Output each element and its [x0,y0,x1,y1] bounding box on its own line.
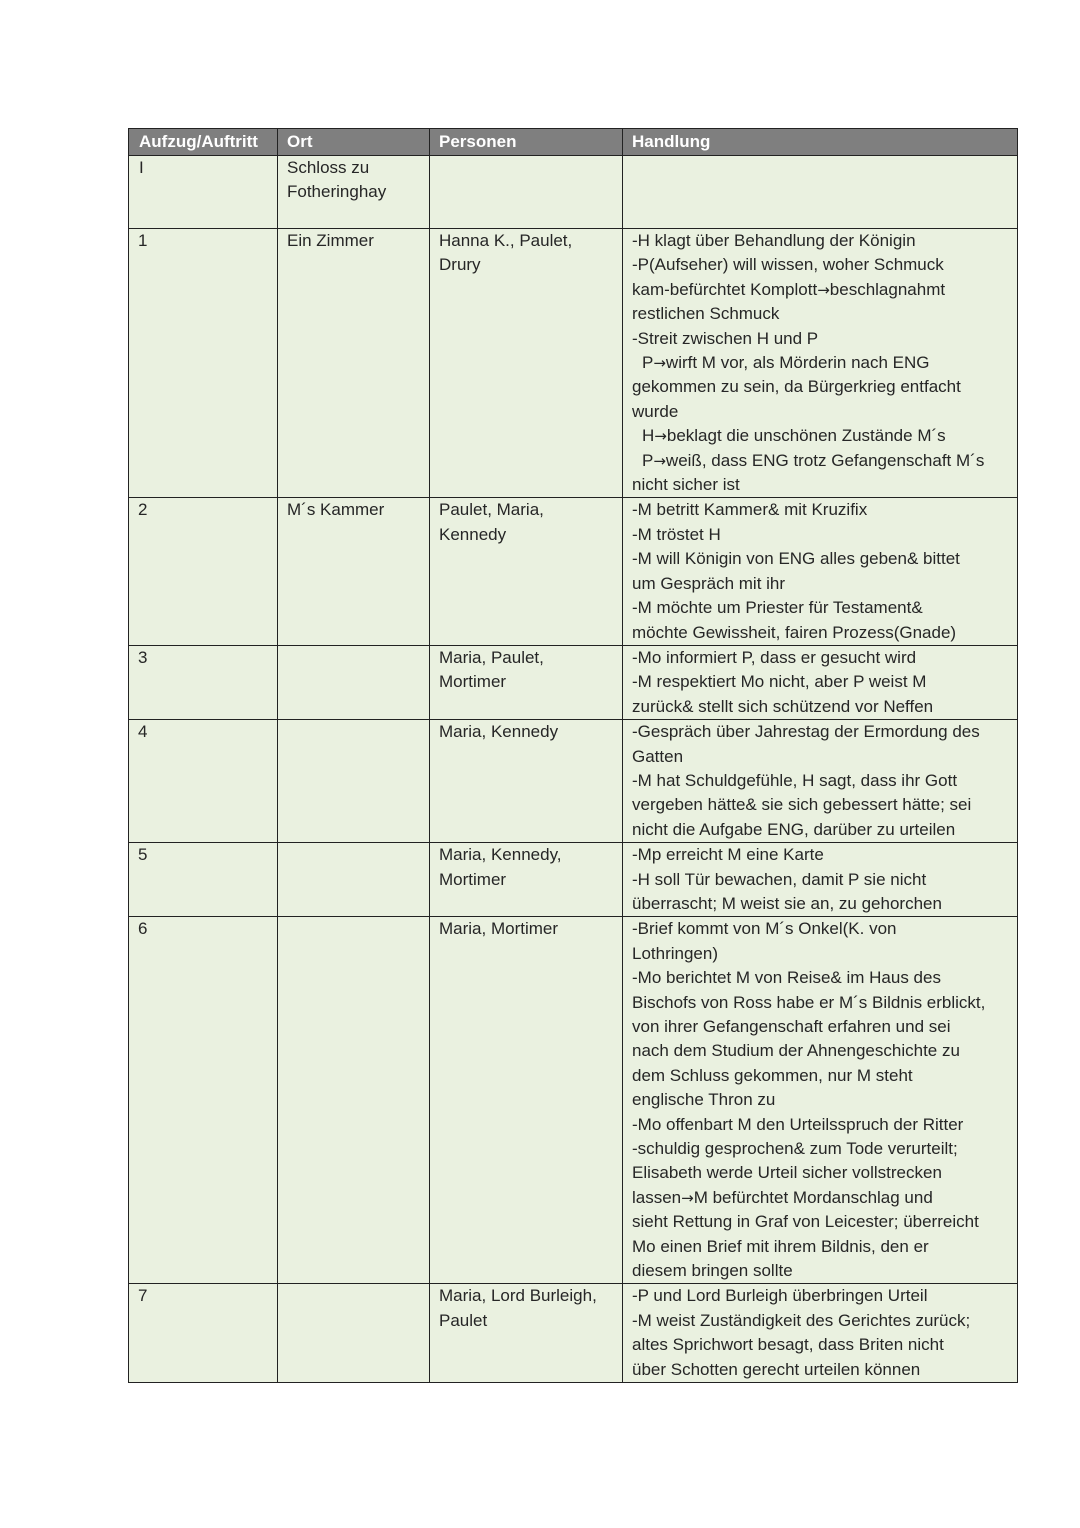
cell-line: -Mp erreicht M eine Karte [632,845,824,865]
cell-handlung [623,498,1018,645]
cell-line: Schloss zu [287,158,370,177]
cell-act: I [129,156,278,229]
header-aufzug: Aufzug/Auftritt [129,129,278,156]
cell-handlung [623,229,1018,498]
cell-line: -M möchte um Priester für Testament& [632,598,923,618]
cell-line: nicht sicher ist [632,475,740,495]
cell-line: restlichen Schmuck [632,304,780,324]
cell-line: P→wirft M vor, als Mörderin nach ENG [642,353,930,373]
cell-line: von ihrer Gefangenschaft erfahren und sei [632,1017,951,1036]
cell-line: Ein Zimmer [287,231,374,250]
cell-line: -M hat Schuldgefühle, H sagt, dass ihr Gott [632,770,958,790]
cell-line: Mortimer [439,672,507,692]
cell-line: vergeben hätte& sie sich gebessert hätte; sei [632,795,972,815]
cell-line: englische Thron zu [632,1090,776,1110]
cell-ort [278,917,430,1284]
header-row [129,129,1018,156]
cell-line: diesem bringen sollte [632,1261,793,1281]
cell-line: Fotheringhay [287,182,387,202]
cell-line: Maria, Paulet, [439,647,544,667]
cell-line: um Gespräch mit ihr [632,573,786,593]
cell-line: dem Schluss gekommen, nur M steht [632,1065,913,1085]
cell-line: Lothringen) [632,943,719,963]
cell-line: -H soll Tür bewachen, damit P sie nicht [632,869,927,889]
cell-line: -Brief kommt von M´s Onkel(K. von [632,919,897,939]
arrow-icon: → [653,354,666,373]
cell-line: nach dem Studium der Ahnengeschichte zu [632,1041,960,1061]
cell-line: über Schotten gerecht urteilen können [632,1359,921,1379]
cell-line: H→beklagt die unschönen Zustände M´s [642,426,946,446]
cell-line: wurde [632,401,679,421]
cell-line: -Mo berichtet M von Reise& im Haus des [632,968,941,988]
header-personen: Personen [430,129,623,156]
cell-line: Drury [439,255,481,275]
cell-act: 7 [129,1284,278,1383]
cell-line: P→weiß, dass ENG trotz Gefangenschaft M´s [642,450,985,470]
arrow-icon: → [681,1188,694,1207]
cell-line: lassen→M befürchtet Mordanschlag und [632,1187,933,1207]
cell-line: altes Sprichwort besagt, dass Briten nicht [632,1335,944,1355]
cell-personen [430,645,623,719]
cell-line: nicht die Aufgabe ENG, darüber zu urteilen [632,819,956,839]
cell-line: Mo einen Brief mit ihrem Bildnis, den er [632,1236,929,1256]
cell-personen [430,498,623,645]
cell-line: -schuldig gesprochen& zum Tode verurteilt; [632,1139,958,1159]
cell-line: -M betritt Kammer& mit Kruzifix [632,500,868,520]
cell-personen [430,1284,623,1383]
cell-line: überrascht; M weist sie an, zu gehorchen [632,893,942,913]
cell-line: Kennedy [439,524,507,544]
arrow-icon: → [653,451,666,470]
cell-line: -M will Königin von ENG alles geben& bittet [632,549,960,569]
cell-line: Hanna K., Paulet, [439,231,573,250]
cell-line: -Gespräch über Jahrestag der Ermordung des [632,722,980,742]
cell-handlung [623,720,1018,843]
cell-line: Maria, Lord Burleigh, [439,1286,597,1306]
cell-act: 4 [129,720,278,843]
cell-line: -P(Aufseher) will wissen, woher Schmuck [632,255,944,275]
table-row [129,645,1018,719]
cell-personen [430,917,623,1284]
table-row [129,917,1018,1284]
cell-ort [278,645,430,719]
cell-line: -M weist Zuständigkeit des Gerichtes zurück; [632,1310,971,1330]
table-row [129,843,1018,917]
cell-line: kam-befürchtet Komplott→beschlagnahmt [632,279,946,299]
table-row [129,720,1018,843]
cell-handlung [623,843,1018,917]
table-row [129,498,1018,645]
cell-line: Bischofs von Ross habe er M´s Bildnis erblickt, [632,992,986,1012]
cell-line: Maria, Kennedy, [439,845,562,865]
cell-line: -Mo informiert P, dass er gesucht wird [632,647,917,667]
cell-act: 2 [129,498,278,645]
cell-line: möchte Gewissheit, fairen Prozess(Gnade) [632,622,957,642]
cell-line: gekommen zu sein, da Bürgerkrieg entfacht [632,377,961,397]
table-row [129,229,1018,498]
arrow-icon: → [654,427,667,446]
arrow-icon: → [817,280,830,299]
cell-act: 3 [129,645,278,719]
cell-line: Maria, Kennedy [439,722,559,742]
cell-handlung [623,917,1018,1284]
cell-ort [278,843,430,917]
cell-line: -M tröstet H [632,524,721,544]
cell-act: 6 [129,917,278,1284]
cell-personen [430,720,623,843]
cell-line: Maria, Mortimer [439,919,559,939]
cell-personen [430,156,623,229]
cell-line: zurück& stellt sich schützend vor Neffen [632,696,934,716]
cell-act: 1 [129,229,278,498]
table-row [129,156,1018,229]
cell-ort [278,720,430,843]
cell-personen [430,229,623,498]
cell-handlung [623,1284,1018,1383]
cell-personen [430,843,623,917]
cell-line: Gatten [632,746,684,766]
cell-line: -Mo offenbart M den Urteilsspruch der Ritter [632,1114,964,1134]
cell-handlung [623,156,1018,229]
cell-act: 5 [129,843,278,917]
cell-line: M´s Kammer [287,500,385,520]
cell-line: Paulet [439,1310,488,1330]
header-ort: Ort [278,129,430,156]
cell-ort [278,156,430,229]
cell-line: Paulet, Maria, [439,500,544,520]
cell-ort [278,1284,430,1383]
cell-line: -H klagt über Behandlung der Königin [632,231,916,250]
scene-table [128,128,1018,1383]
cell-line: sieht Rettung in Graf von Leicester; überreicht [632,1212,979,1232]
cell-line: -M respektiert Mo nicht, aber P weist M [632,672,927,692]
cell-ort [278,498,430,645]
cell-handlung [623,645,1018,719]
cell-line: Mortimer [439,869,507,889]
cell-line: Elisabeth werde Urteil sicher vollstrecken [632,1163,942,1183]
header-handlung: Handlung [623,129,1018,156]
cell-line: -Streit zwischen H und P [632,328,819,348]
table-row [129,1284,1018,1383]
cell-ort [278,229,430,498]
cell-line: -P und Lord Burleigh überbringen Urteil [632,1286,928,1306]
